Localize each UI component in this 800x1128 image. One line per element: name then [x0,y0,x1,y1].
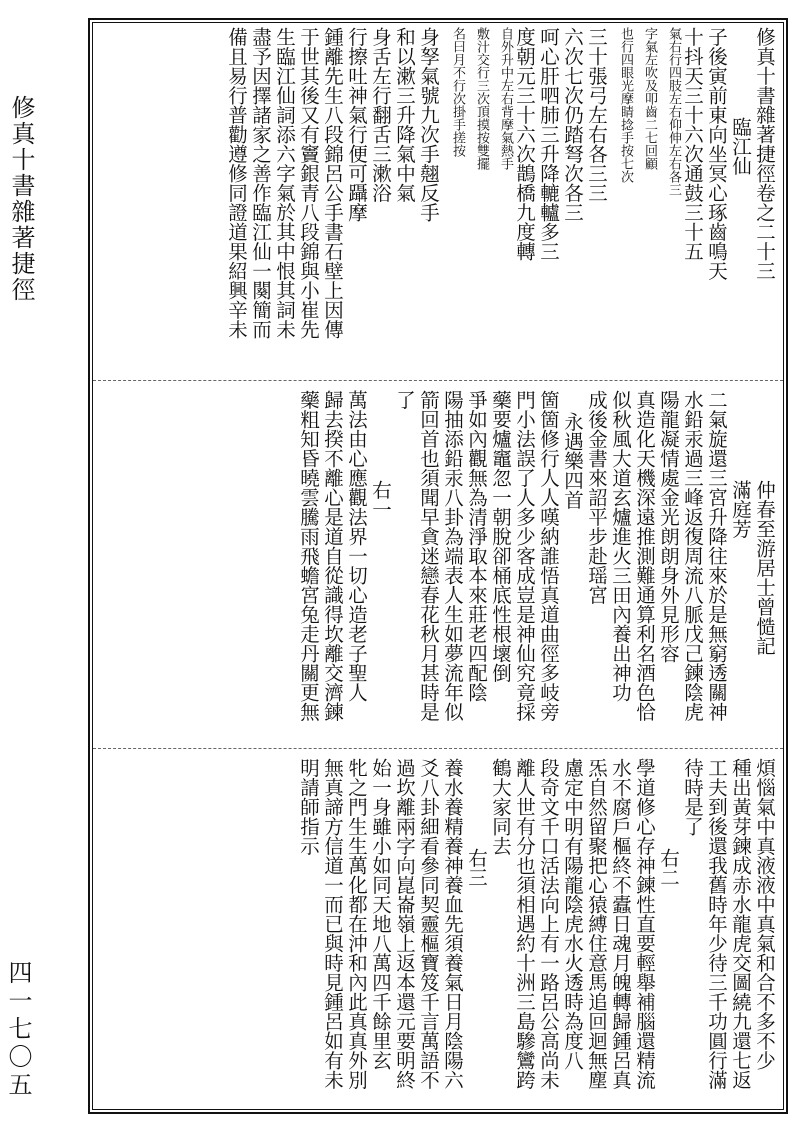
text-band-top [93,23,783,375]
text-column: 二氣旋還三宮升降往來於是無窮透關神 [705,390,728,722]
text-column: 子後寅前東向坐冥心琢齒鳴天 [705,27,728,281]
text-column: 水不腐戶樞終不蠹日魂月魄轉歸鍾呂真 [609,758,632,1090]
text-column: 慮定中明有陽龍陰虎水火透時為度八 [561,758,584,1070]
text-column: 氣右行四肢左右仰伸左右各三 [666,27,681,196]
text-column: 備且易行普勸遵修同證道果紹興辛未 [225,27,248,339]
columns-top [225,27,775,371]
text-column: 藥粗知昏曉雲騰雨飛蟾宮兔走丹關更無 [297,390,320,722]
band-divider-1 [93,380,783,381]
text-column: 成後金書來詔平步赴瑶宮 [585,390,608,605]
text-column: 生臨江仙詞添六字氣於其中恨其詞未 [273,27,296,339]
text-column: 六次七次仍踏弩次各三 [561,27,584,222]
text-column: 似秋風大道玄爐進火三田內養出神功 [609,390,632,702]
text-column: 真造化天機深遠推測難通算利名酒色恰 [633,390,656,722]
text-column: 過坎離兩字向崑崙嶺上返本還元要明終 [393,758,416,1090]
text-column: 度朝元三十六次鵲橋九度轉 [513,27,536,261]
text-column: 鶴大家同去 [489,758,512,856]
text-column: 了 [393,390,416,410]
text-column: 三十張弓左右各三三 [585,27,608,203]
text-band-bottom [93,754,783,1109]
text-column: 鍾離先生八段錦呂公手書石壁上因傳 [321,27,344,339]
text-column: 右一 [369,480,392,519]
text-column: 水鉛汞過三峰返復周流八脈戊己鍊陰虎 [681,390,704,722]
text-column: 萬法由心應觀法界一切心造老子聖人 [345,390,368,702]
text-column: 段奇文千口活法向上有一路呂公高尚未 [537,758,560,1090]
text-band-middle [93,386,783,744]
text-column: 待時是了 [681,758,704,836]
text-column: 陽龍凝情處金光朗朗身外見形容 [657,390,680,663]
text-column: 修真十書雜著捷徑卷之二十三 [753,27,776,281]
text-column: 盡予因擇諸家之善作臨江仙一闋簡而 [249,27,272,339]
text-column: 養水養精養神養血先須養氣日月陰陽六 [441,758,464,1090]
text-column: 煩惱氣中真液液中真氣和合不多不少 [753,758,776,1070]
text-column: 永遇樂四首 [561,412,584,510]
text-column: 箭回首也須聞早貪迷戀春花秋月甚時是 [417,390,440,722]
text-column: 十抖天三十六次通鼓三十五 [681,27,704,261]
text-column: 字氣左吹及叩齒二七回顧 [642,27,657,170]
text-column: 呵心肝呬肺三升降轆轤多三 [537,27,560,261]
text-column: 離人世有分也須相遇約十洲三島驂鸞跨 [513,758,536,1090]
text-column: 行擦吐神氣行便可躡摩 [345,27,368,222]
text-column: 無真諦方信道一而已與時見鍾呂如有未 [321,758,344,1090]
text-column: 門小法誤了人多少客成豈是神仙究竟採 [513,390,536,722]
text-column: 自外升中左右背摩氣熱手 [498,27,513,170]
text-column: 牝之門生生萬化都在沖和內此真真外別 [345,758,368,1090]
text-column: 右三 [465,848,488,887]
text-column: 學道修心存神鍊性直要輕舉補腦還精流 [633,758,656,1090]
text-column: 炁自然留聚把心猿縛住意馬追回迴無塵 [585,758,608,1090]
text-column: 滿庭芳 [729,480,752,539]
margin-page-number: 四一七〇五 [4,960,32,1100]
text-column: 藥要爐竈忽一朝脫卻桶底性根壞倒 [489,390,512,683]
text-column: 臨江仙 [729,117,752,176]
text-column: 右二 [657,848,680,887]
text-column: 仲春至游居士曾慥記 [753,480,776,656]
text-column: 敷汁交行三次頂摸按雙擺 [474,27,489,170]
text-column: 身孥氣號九次手翹反手 [417,27,440,222]
text-column: 爭如內觀無為清淨取本來莊老四配陰 [465,390,488,702]
text-column: 歸去揆不離心是道自從識得坎離交濟鍊 [321,390,344,722]
text-column: 和以漱三升降氣中氣 [393,27,416,203]
text-column: 身舌左行翻舌三漱浴 [369,27,392,203]
text-column: 爻八卦細看參同契靈樞寶笈千言萬語不 [417,758,440,1090]
text-column: 箇箇修行人人嘆納誰悟真道曲徑多岐旁 [537,390,560,722]
band-divider-2 [93,748,783,749]
margin-book-title: 修真十書雜著捷徑 [7,95,35,303]
text-column: 陽抽添鉛汞八卦為端表人生如夢流年似 [441,390,464,722]
text-column: 于世其後又有竇銀青八段錦與小崔先 [297,27,320,339]
text-column: 工夫到後還我舊時年少待三千功圓行滿 [705,758,728,1090]
text-column: 種出黃芽鍊成赤水龍虎交圖繞九還七返 [729,758,752,1090]
text-column: 始一身雖小如同天地八萬四千餘里玄 [369,758,392,1070]
text-column: 也行四眼光摩睛捻手按七次 [618,27,633,183]
text-column: 明請師指示 [297,758,320,856]
text-column: 名曰月不行次掛手搓按 [450,27,465,157]
columns-bottom [297,758,775,1105]
columns-middle [297,390,775,740]
